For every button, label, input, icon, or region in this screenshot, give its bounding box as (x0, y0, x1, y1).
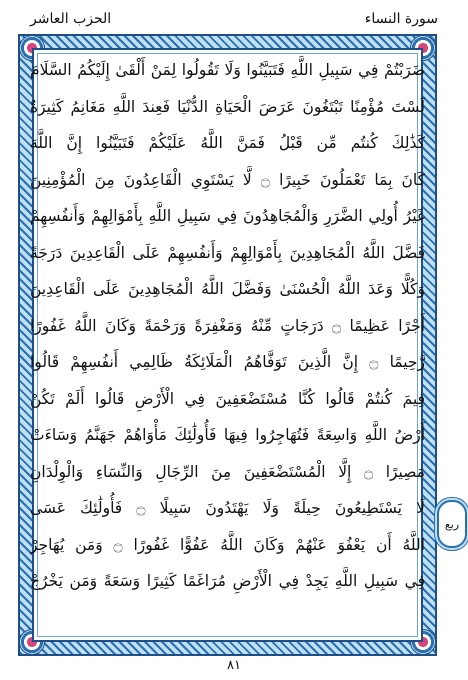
surah-name: سورة النساء (364, 11, 438, 27)
text-line: كَانَ بِمَا تَعْمَلُونَ خَبِيرًا ۝ لَّا يَسْتَوِي الْقَاعِدُونَ مِنَ الْمُؤْمِنِينَ (30, 170, 425, 189)
text-line: وَكُلًّا وَعَدَ اللَّهُ الْحُسْنَىٰ وَفَضَّلَ اللَّهُ الْمُجَاهِدِينَ عَلَى الْقَاعِدِينَ (30, 280, 425, 298)
rub-marker (437, 495, 467, 553)
text-line: لَا يَسْتَطِيعُونَ حِيلَةً وَلَا يَهْتَدُونَ سَبِيلًا ۝ فَأُولَٰئِكَ عَسَى (30, 499, 425, 517)
text-line: فِي سَبِيلِ اللَّهِ يَجِدْ فِي الْأَرْضِ مُرَاغَمًا كَثِيرًا وَسَعَةً وَمَن يَخْرُجْ (30, 572, 425, 590)
text-line: اللَّهُ أَن يَعْفُوَ عَنْهُمْ وَكَانَ اللَّهُ عَفُوًّا غَفُورًا ۝ وَمَن يُهَاجِرْ (30, 535, 425, 554)
text-line: لَسْتَ مُؤْمِنًا تَبْتَغُونَ عَرَضَ الْحَيَاةِ الدُّنْيَا فَعِندَ اللَّهِ مَغَانِمُ كَثِيرَةٌ (30, 97, 425, 116)
hizb-name: الحزب العاشر (30, 11, 112, 27)
text-line: فِيمَ كُنتُمْ قَالُوا كُنَّا مُسْتَضْعَفِينَ فِي الْأَرْضِ قَالُوا أَلَمْ تَكُنْ (30, 389, 425, 408)
rub-marker-label: ربع (437, 500, 467, 548)
text-line: غَيْرُ أُولِي الضَّرَرِ وَالْمُجَاهِدُونَ فِي سَبِيلِ اللَّهِ بِأَمْوَالِهِمْ وَأَنفُسِهِمْ (30, 207, 425, 225)
verse-text (30, 52, 425, 636)
text-line: أَرْضُ اللَّهِ وَاسِعَةً فَتُهَاجِرُوا فِيهَا فَأُولَٰئِكَ مَأْوَاهُمْ جَهَنَّمُ وَسَاءَتْ (30, 426, 425, 444)
text-line: أَجْرًا عَظِيمًا ۝ دَرَجَاتٍ مِّنْهُ وَمَغْفِرَةً وَرَحْمَةً وَكَانَ اللَّهُ غَفُورًا (30, 316, 425, 335)
text-line: ضَرَبْتُمْ فِي سَبِيلِ اللَّهِ فَتَبَيَّنُوا وَلَا تَقُولُوا لِمَنْ أَلْقَىٰ إِلَيْكُمُ السَّلَامَ (30, 61, 425, 79)
page-header (30, 6, 438, 32)
text-line: فَضَّلَ اللَّهُ الْمُجَاهِدِينَ بِأَمْوَالِهِمْ وَأَنفُسِهِمْ عَلَى الْقَاعِدِينَ دَرَجَةً (30, 243, 425, 262)
text-line: كَذَٰلِكَ كُنتُم مِّن قَبْلُ فَمَنَّ اللَّهُ عَلَيْكُمْ فَتَبَيَّنُوا إِنَّ اللَّهَ (30, 134, 425, 152)
text-line: مَصِيرًا ۝ إِلَّا الْمُسْتَضْعَفِينَ مِنَ الرِّجَالِ وَالنِّسَاءِ وَالْوِلْدَانِ (30, 462, 425, 481)
page-number: ٨١ (227, 658, 241, 673)
text-line: رَّحِيمًا ۝ إِنَّ الَّذِينَ تَوَفَّاهُمُ الْمَلَائِكَةُ ظَالِمِي أَنفُسِهِمْ قَالُوا (30, 353, 425, 371)
